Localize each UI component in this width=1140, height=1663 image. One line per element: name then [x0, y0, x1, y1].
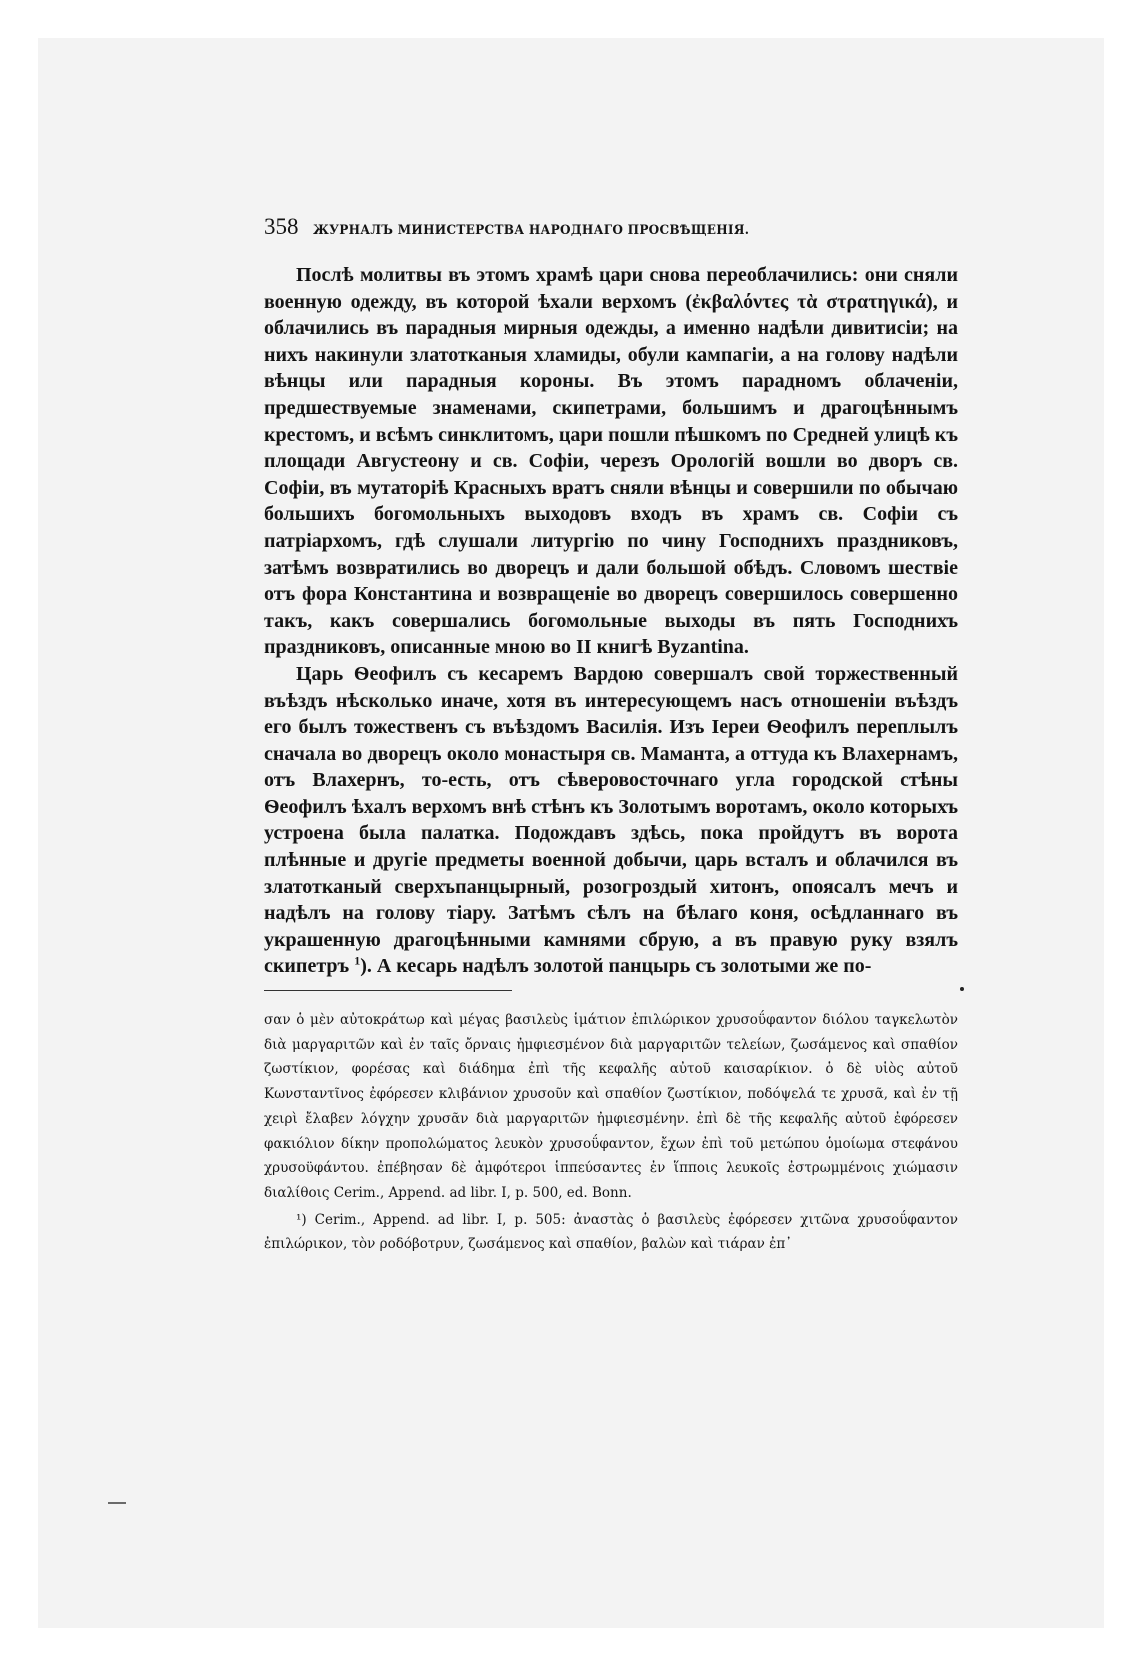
footnote-divider: [264, 986, 958, 998]
paragraph-2-ending: ). А кесарь надѣлъ золотой панцырь съ золотыми же по-: [360, 955, 872, 978]
journal-title: ЖУРНАЛЪ МИНИСТЕРСТВА НАРОДНАГО ПРОСВѢЩЕНІЯ.: [312, 223, 749, 238]
paragraph-2: [264, 661, 958, 980]
page-sheet: [38, 38, 1104, 1628]
continuation-dot: [960, 987, 964, 991]
paragraph-1: Послѣ молитвы въ этомъ храмѣ цари снова переоблачились: они сняли военную одежду, въ которой ѣхали верхомъ (ἐκβαλόντες τὰ στρατηγικά), и облачились въ парадныя мирныя одежды, а именно надѣли дивитисіи; на нихъ накинули златотканыя хламиды, обули кампагіи, а на голову надѣли вѣнцы или парадныя короны. Въ этомъ парадномъ облаченіи, предшествуемые знаменами, скипетрами, большимъ и драгоцѣннымъ крестомъ, и всѣмъ синклитомъ, цари пошли пѣшкомъ по Средней улицѣ къ площади Августеону и св. Софіи, черезъ Орологій вошли во дворъ св. Софіи, въ мутаторіѣ Красныхъ вратъ сняли вѣнцы и совершили по обычаю большихъ богомольныхъ выходовъ входъ въ храмъ св. Софіи съ патріархомъ, гдѣ слушали литургію по чину Господнихъ праздниковъ, затѣмъ возвратились во дворецъ и дали большой обѣдъ. Словомъ шествіе отъ фора Константина и возвращеніе во дворецъ совершилось совершенно такъ, какъ совершались богомольные выходы въ пять Господнихъ праздниковъ, описанные мною во II книгѣ Byzantina.: [264, 264, 958, 659]
page-content: [264, 214, 958, 1257]
footnote-marker: 1: [354, 953, 361, 968]
paragraph-2-text: Царь Ѳеофилъ съ кесаремъ Вардою совершалъ свой торжественный въѣздъ нѣсколько иначе, хотя въ интересующемъ насъ отношеніи въѣздъ его былъ тожественъ съ въѣздомъ Василія. Изъ Іерeи Ѳеофилъ переплылъ сначала во дворецъ около монастыря св. Маманта, а оттуда къ Влахернамъ, отъ Влахернъ, то-есть, отъ сѣверовосточнаго угла городской стѣны Ѳеофилъ ѣхалъ верхомъ внѣ стѣнъ къ Золотымъ воротамъ, около которыхъ устроена была палатка. Подождавъ здѣсь, пока пройдутъ въ ворота плѣнные и другіе предметы военной добычи, царь всталъ и облачился въ златотканый сверхъпанцырный, розогроздый хитонъ, опоясалъ мечъ и надѣлъ на голову тіару. Затѣмъ сѣлъ на бѣлаго коня, осѣдланнаго въ украшенную драгоцѣнными камнями сбрую, а въ правую руку взялъ скипетръ: [264, 662, 958, 978]
footnote-1: ¹) Cerim., Append. ad libr. I, p. 505: ἀναστὰς ὁ βασιλεὺς ἐφόρεσεν χιτῶνα χρυσοΰφαντον ἐπιλώρικον, τὸν ροδόβοτρυν, ζωσάμενος καὶ σπαθίον, βαλὼν καὶ τιάραν ἐπ᾽: [264, 1211, 958, 1253]
running-header: [264, 214, 958, 244]
footnote-rule: [264, 990, 512, 991]
page-number: 358: [264, 214, 299, 239]
margin-mark: [108, 1502, 126, 1504]
footnote-continuation: σαν ὁ μὲν αὐτοκράτωρ καὶ μέγας βασιλεὺς ἱμάτιον ἐπιλώρικον χρυσοΰφαντον διόλου ταγκελωτὸν διὰ μαργαριτῶν καὶ ἐν ταῖς ὄρναις ἠμφιεσμένον διὰ μαργαριτῶν τελείων, ζωσάμενος καὶ σπαθίον ζωστίκιον, φορέσας καὶ διάδημα ἐπὶ τῆς κεφαλῆς αὐτοῦ καισαρίκιον. ὁ δὲ υἱὸς αὐτοῦ Κωνσταντῖνος ἐφόρεσεν κλιβάνιον χρυσοῦν καὶ σπαθίον ζωστίκιον, ποδόψελά τε χρυσᾶ, καὶ ἐν τῇ χειρὶ ἔλαβεν λόγχην χρυσᾶν διὰ μαργαριτῶν ἠμφιεσμένην. ἐπὶ δὲ τῆς κεφαλῆς αὐτοῦ ἐφόρεσεν φακιόλιον δίκην προπολώματος λευκὸν χρυσοΰφαντον, ἔχων ἐπὶ τοῦ μετώπου ὁμοίωμα στεφάνου χρυσοϋφάντου. ἐπέβησαν δὲ ἀμφότεροι ἱππεύσαντες ἐν ἵπποις λευκοῖς ἐστρωμμένοις χιώμασιν διαλίθοις Cerim., Append. ad libr. I, p. 500, ed. Bonn.: [264, 1012, 958, 1201]
